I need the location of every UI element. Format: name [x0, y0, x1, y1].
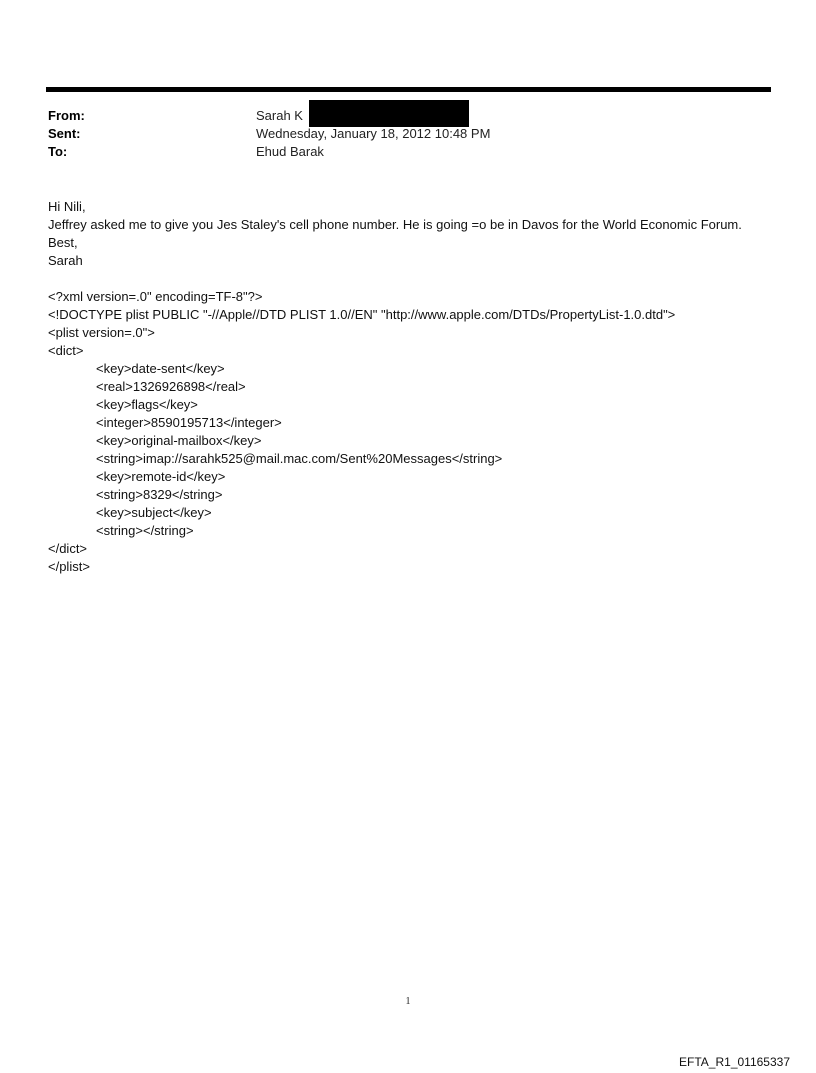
paragraph-spacer — [48, 270, 778, 288]
page-number: 1 — [405, 996, 411, 1007]
plist-entry: <real>1326926898</real> — [96, 379, 246, 394]
plist-entry: <string>imap://sarahk525@mail.mac.com/Sent%20Messages</string> — [96, 451, 503, 466]
from-value — [256, 107, 469, 127]
plist-entry: <integer>8590195713</integer> — [96, 415, 282, 430]
dict-open-tag: <dict> — [48, 343, 84, 358]
plist-entry: <string></string> — [96, 523, 194, 538]
plist-entry: <key>original-mailbox</key> — [96, 433, 262, 448]
to-value: Ehud Barak — [256, 144, 324, 159]
plist-entry: <key>flags</key> — [96, 397, 198, 412]
header-divider — [46, 87, 771, 92]
sent-value: Wednesday, January 18, 2012 10:48 PM — [256, 126, 491, 141]
sent-label: Sent: — [48, 126, 81, 141]
sent-row — [48, 125, 768, 143]
plist-open-tag: <plist version=.0"> — [48, 325, 155, 340]
message-text: Jeffrey asked me to give you Jes Staley's cell phone number. He is going =o be in Davos for the World Economic Forum. — [48, 217, 742, 232]
plist-entry: <key>date-sent</key> — [96, 361, 225, 376]
greeting: Hi Nili, — [48, 199, 86, 214]
to-label: To: — [48, 144, 68, 159]
plist-xml-declaration: <?xml version=.0" encoding=TF-8"?> — [48, 289, 263, 304]
email-header — [48, 107, 768, 161]
plist-close-tag: </plist> — [48, 559, 90, 574]
signature: Sarah — [48, 253, 83, 268]
plist-entry: <key>subject</key> — [96, 505, 212, 520]
plist-doctype: <!DOCTYPE plist PUBLIC "-//Apple//DTD PLIST 1.0//EN" "http://www.apple.com/DTDs/PropertyList-1.0.dtd"> — [48, 307, 676, 322]
from-label: From: — [48, 108, 85, 123]
redaction-box — [309, 100, 469, 127]
dict-close-tag: </dict> — [48, 541, 88, 556]
closing: Best, — [48, 235, 78, 250]
sender-name: Sarah K — [256, 108, 303, 123]
plist-entry: <string>8329</string> — [96, 487, 223, 502]
from-row — [48, 107, 768, 125]
to-row — [48, 143, 768, 161]
plist-entry: <key>remote-id</key> — [96, 469, 226, 484]
bates-number: EFTA_R1_01165337 — [679, 1055, 790, 1069]
email-body — [48, 198, 778, 576]
